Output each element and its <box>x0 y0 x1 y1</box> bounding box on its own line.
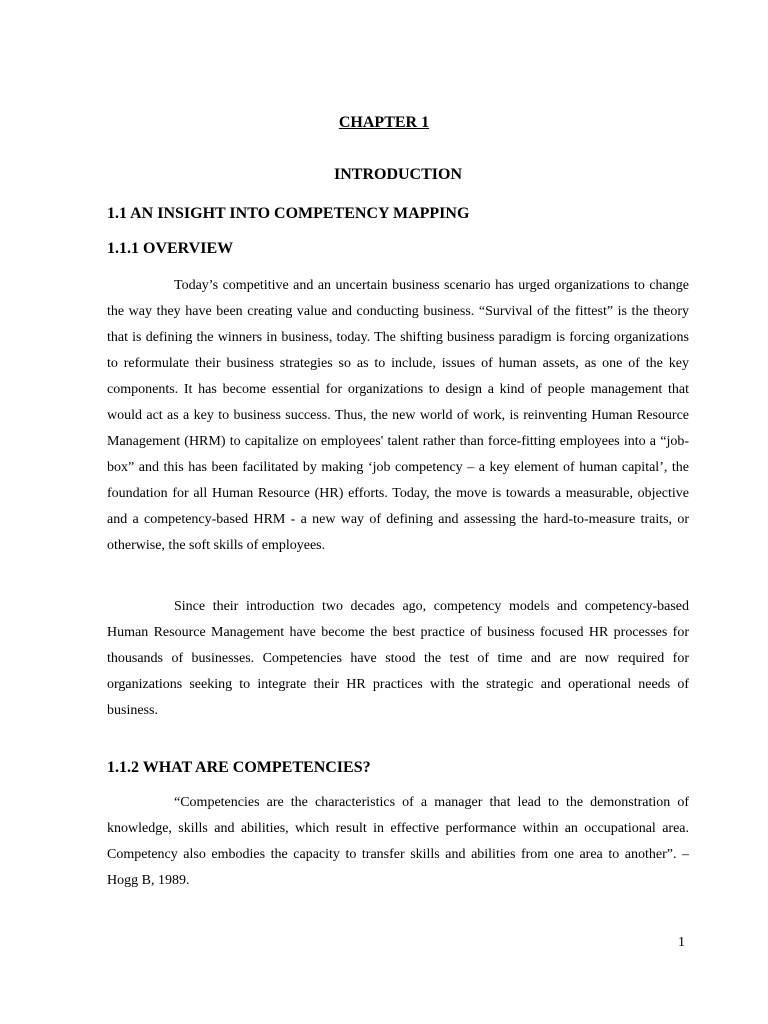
page-number: 1 <box>678 935 685 950</box>
section-heading-insight: 1.1 AN INSIGHT INTO COMPETENCY MAPPING <box>107 205 470 222</box>
overview-paragraph-2 <box>107 594 689 724</box>
overview-paragraph-1 <box>107 273 689 559</box>
chapter-label: CHAPTER 1 <box>338 114 430 131</box>
chapter-title: INTRODUCTION <box>333 166 462 183</box>
section-heading-overview: 1.1.1 OVERVIEW <box>107 240 234 257</box>
competencies-paragraph-1 <box>107 790 689 894</box>
section-heading-competencies: 1.1.2 WHAT ARE COMPETENCIES? <box>107 759 371 776</box>
overview-paragraph-2-text: Since their introduction two decades ago, competency models and competency-based Human Resource Management have become the best practice of business focused HR processes for thousands of businesses. Competencies have stood the test of time and are now required for organizations seeking to integrate their HR practices with the strategic and operational needs of business. <box>107 599 689 718</box>
overview-paragraph-1-text: Today’s competitive and an uncertain business scenario has urged organizations to change the way they have been creating value and conducting business. “Survival of the fittest” is the theory that is defining the winners in business, today. The shifting business paradigm is forcing organizations to reformulate their business strategies so as to include, issues of human assets, as one of the key components. It has become essential for organizations to design a kind of people management that would act as a key to business success. Thus, the new world of work, is reinventing Human Resource Management (HRM) to capitalize on employees' talent rather than force-fitting employees into a “job-box” and this has been facilitated by making ‘job competency – a key element of human capital’, the foundation for all Human Resource (HR) efforts. Today, the move is towards a measurable, objective and a competency-based HRM - a new way of defining and assessing the hard-to-measure traits, or otherwise, the soft skills of employees. <box>107 278 689 553</box>
competencies-paragraph-1-text: “Competencies are the characteristics of a manager that lead to the demonstration of knowledge, skills and abilities, which result in effective performance within an occupational area. Competency also embodies the capacity to transfer skills and abilities from one area to another”. – Hogg B, 1989. <box>107 795 689 888</box>
